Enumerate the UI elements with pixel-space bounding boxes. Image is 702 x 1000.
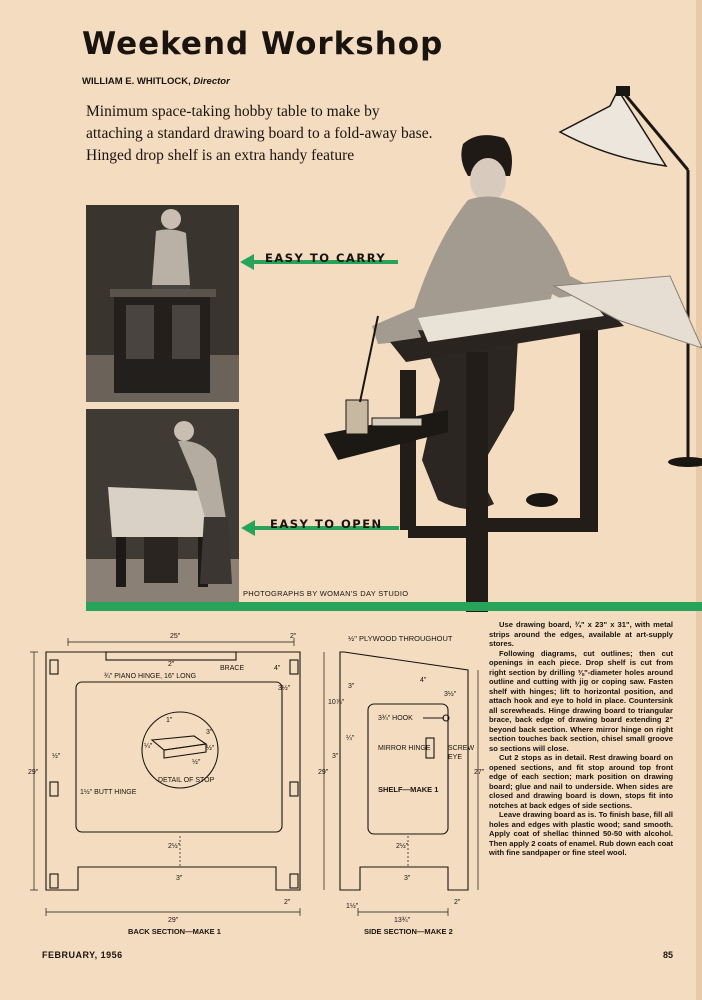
dim-stop-half-b: ½"	[192, 759, 201, 766]
page-title: Weekend Workshop	[82, 26, 444, 62]
dim-side-4: 4"	[420, 677, 427, 684]
photo-easy-to-open	[86, 409, 239, 602]
dim-side-2half: 2½"	[396, 843, 409, 850]
photo-carry-illustration	[86, 205, 239, 402]
dim-side-3c: 3"	[404, 875, 411, 882]
footer-date: FEBRUARY, 1956	[42, 950, 123, 960]
instruction-paragraph: Leave drawing board as is. To finish base, fill all holes and edges with plastic wood; sand smooth. Apply coat of shellac thinned 50-50 with alcohol. Then apply 2 coats of enamel. Rub down each coat with fine sandpaper or fine steel wool.	[489, 810, 673, 857]
dim-side-27: 27"	[474, 769, 485, 776]
byline	[82, 76, 230, 87]
dim-side-10: 10⅞"	[328, 699, 345, 706]
dim-back-bottom-width: 29"	[168, 917, 179, 924]
label-piano-hinge: ¾" PIANO HINGE, 16" LONG	[104, 673, 197, 680]
instruction-paragraph: Following diagrams, cut outlines; then cut openings in each piece. Drop shelf is cut from right section by drilling ⅜"-diameter holes around outline and cutting with jig or coping saw. Fasten shelf with hinges; lift to horizontal position, and attach hook and eye to hold in place. Countersink all screwheads. Hinge drawing board to triangular brace, back edge of drawing board extending 2" beyond back section. Where mirror hinge on right section touches back section, chisel small groove so sections will close.	[489, 648, 673, 753]
dim-stop-3: 3"	[206, 729, 213, 736]
byline-role: Director	[193, 76, 230, 87]
dim-brace-gap: 2"	[168, 661, 175, 668]
dim-side-2: 2"	[454, 899, 461, 906]
label-mirror-hinge: MIRROR HINGE	[378, 745, 431, 752]
dim-back-2: 2"	[284, 899, 291, 906]
photo-easy-to-carry	[86, 205, 239, 402]
hero-photo	[318, 80, 702, 620]
dim-side-13: 13¾"	[394, 917, 411, 924]
side-section-drawing	[340, 652, 468, 890]
callout-carry-label: EASY TO CARRY	[265, 251, 387, 265]
dim-side-3half: 3½"	[444, 691, 457, 698]
instruction-paragraph: Use drawing board, ¾" x 23" x 31", with metal strips around the edges, available at art-supply stores.	[489, 620, 673, 648]
label-hook: 3¾" HOOK	[378, 715, 413, 722]
callout-open-label: EASY TO OPEN	[270, 517, 383, 531]
label-eye: EYE	[448, 754, 463, 761]
dim-back-top-width: 25"	[170, 633, 181, 640]
caption-side-section: SIDE SECTION—MAKE 2	[364, 927, 453, 936]
dim-side-3b: 3"	[332, 753, 339, 760]
label-detail-of-stop: DETAIL OF STOP	[158, 777, 215, 784]
dim-side-1half: 1½"	[346, 903, 359, 910]
dim-side-quarter: ¼"	[346, 735, 355, 742]
intro-text: Minimum space-taking hobby table to make by attaching a standard drawing board to a fold-away base. Hinged drop shelf is an extra handy feature	[86, 103, 433, 164]
green-divider	[86, 602, 702, 611]
dim-side-29: 29"	[318, 769, 329, 776]
instructions-column	[489, 620, 673, 858]
dim-stop-quarter: ¼"	[144, 743, 153, 750]
byline-name: WILLIAM E. WHITLOCK,	[82, 76, 191, 87]
dim-back-3: 3"	[176, 875, 183, 882]
label-shelf: SHELF—MAKE 1	[378, 785, 439, 794]
dim-back-half: ½"	[52, 753, 61, 760]
label-screw: SCREW	[448, 745, 475, 752]
instruction-paragraph: Cut 2 stops as in detail. Rest drawing board on opened sections, and fit stop around top front edge of each section; mark position on drawing board; glue and nail to underside. When sides are closed and drawing board is down, stops fit into notches at back edges of side sections.	[489, 753, 673, 810]
label-butt-hinge: 1½" BUTT HINGE	[80, 789, 137, 796]
dim-stop-1: 1"	[166, 717, 173, 724]
back-section-drawing	[46, 652, 300, 890]
photo-open-illustration	[86, 409, 239, 602]
footer-page-number: 85	[663, 950, 674, 960]
caption-back-section: BACK SECTION—MAKE 1	[128, 927, 221, 936]
dim-back-4: 4"	[274, 665, 281, 672]
dim-back-top-right: 2"	[290, 633, 297, 640]
photo-credit: PHOTOGRAPHS BY WOMAN'S DAY STUDIO	[243, 589, 409, 598]
dim-side-3: 3"	[348, 683, 355, 690]
construction-diagrams	[28, 622, 490, 940]
label-brace: BRACE	[220, 665, 245, 672]
dim-back-height: 29"	[28, 769, 39, 776]
dim-back-3half: 3½"	[278, 685, 291, 692]
dim-stop-half-a: ½"	[206, 745, 215, 752]
dim-back-2half: 2½"	[168, 843, 181, 850]
plywood-note: ½" PLYWOOD THROUGHOUT	[348, 634, 453, 643]
